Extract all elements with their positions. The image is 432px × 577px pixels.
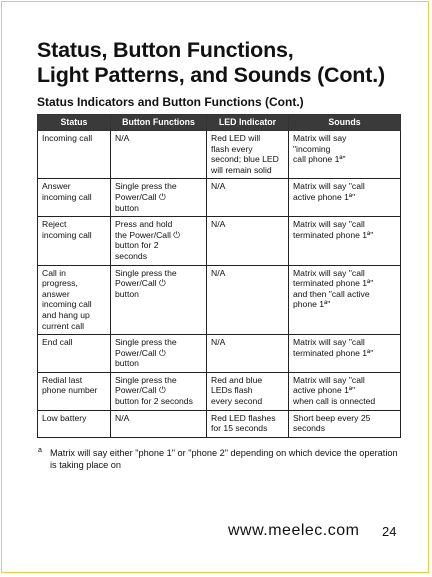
cell-led-indicator: N/A — [207, 335, 289, 373]
cell-led-indicator: Red LED flashes for 15 seconds — [207, 410, 289, 437]
table-row — [38, 372, 401, 410]
footnote-marker: a — [38, 447, 42, 454]
header-button-functions: Button Functions — [111, 115, 207, 131]
header-led-indicator: LED Indicator — [207, 115, 289, 131]
cell-sound: Matrix will say "call terminated phone 1ª" and then "call active phone 1ª" — [289, 265, 401, 335]
manual-page — [1, 1, 429, 573]
section-subtitle: Status Indicators and Button Functions (Cont.) — [37, 95, 304, 109]
cell-button-function: Single press the Power/Call ⏻ button — [111, 335, 207, 373]
cell-button-function: N/A — [111, 410, 207, 437]
cell-status: End call — [38, 335, 111, 373]
cell-led-indicator: N/A — [207, 217, 289, 265]
footnote-text: Matrix will say either "phone 1" or "phone 2" depending on which device the operation is taking place on — [50, 448, 398, 470]
cell-status: Redial last phone number — [38, 372, 111, 410]
cell-sound: Matrix will say "call active phone 1ª" — [289, 179, 401, 217]
header-sounds: Sounds — [289, 115, 401, 131]
cell-button-function: Single press the Power/Call ⏻ button — [111, 265, 207, 335]
cell-led-indicator: N/A — [207, 265, 289, 335]
table-header-row — [38, 115, 401, 131]
page-number: 24 — [382, 524, 397, 539]
cell-sound: Matrix will say "call terminated phone 1ª" — [289, 217, 401, 265]
page-title — [37, 38, 385, 88]
table-row — [38, 410, 401, 437]
table-row — [38, 217, 401, 265]
cell-sound: Short beep every 25 seconds — [289, 410, 401, 437]
cell-button-function: Single press the Power/Call ⏻ button — [111, 179, 207, 217]
header-status: Status — [38, 115, 111, 131]
cell-sound: Matrix will say "call active phone 1ª" when call is onnected — [289, 372, 401, 410]
cell-led-indicator: Red and blue LEDs flash every second — [207, 372, 289, 410]
cell-status: Call in progress, answer incoming call and hang up current call — [38, 265, 111, 335]
status-table — [37, 114, 401, 438]
title-line-1: Status, Button Functions, — [37, 38, 294, 62]
website-url: www.meelec.com — [228, 522, 360, 539]
table-row — [38, 335, 401, 373]
cell-led-indicator: N/A — [207, 179, 289, 217]
table-row — [38, 131, 401, 179]
cell-status: Incoming call — [38, 131, 111, 179]
cell-led-indicator: Red LED will flash every second; blue LED will remain solid — [207, 131, 289, 179]
footnote — [38, 448, 398, 471]
cell-button-function: Press and hold the Power/Call ⏻ button for 2 seconds — [111, 217, 207, 265]
cell-status: Low battery — [38, 410, 111, 437]
table-row — [38, 265, 401, 335]
cell-sound: Matrix will say "call terminated phone 1ª" — [289, 335, 401, 373]
table-row — [38, 179, 401, 217]
title-line-2: Light Patterns, and Sounds (Cont.) — [37, 63, 385, 87]
cell-sound: Matrix will say "incoming call phone 1ª" — [289, 131, 401, 179]
cell-status: Answer incoming call — [38, 179, 111, 217]
cell-button-function: Single press the Power/Call ⏻ button for 2 seconds — [111, 372, 207, 410]
cell-status: Reject incoming call — [38, 217, 111, 265]
cell-button-function: N/A — [111, 131, 207, 179]
